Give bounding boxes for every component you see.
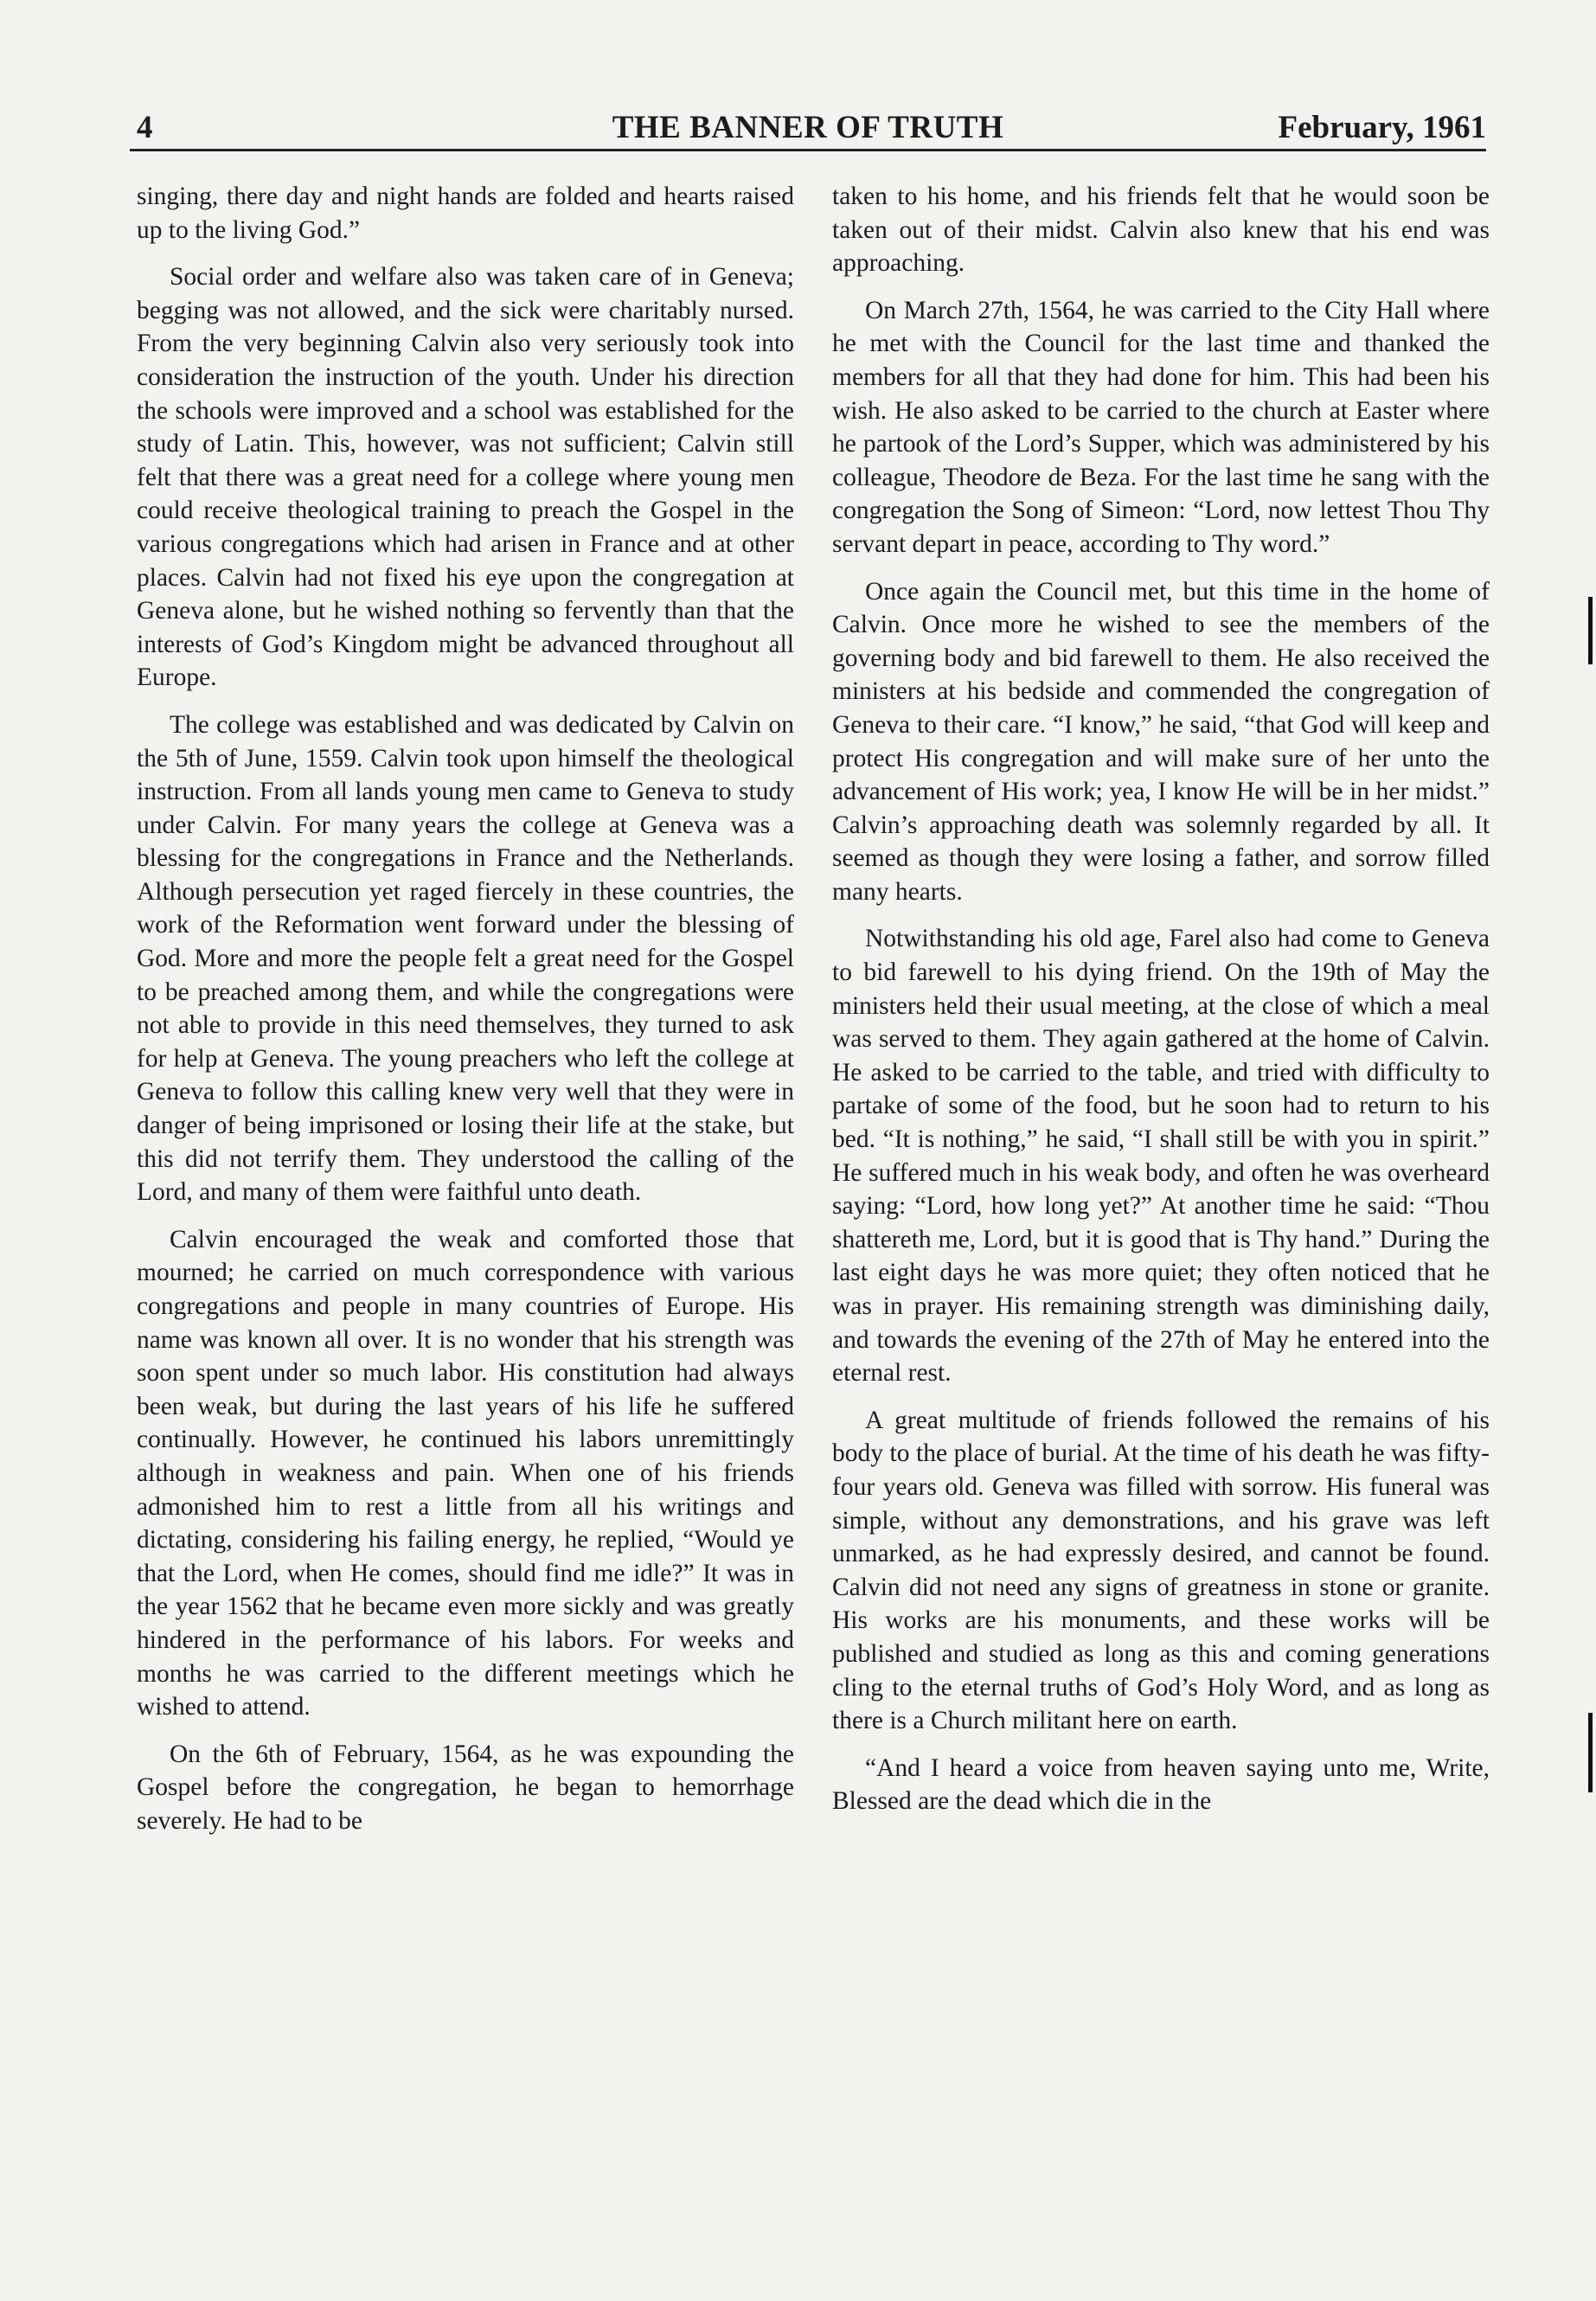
paragraph: Notwithstanding his old age, Farel also had come to Geneva to bid farewell to his dying friend. On the 19th of May the ministers held their usual meeting, at the close of which a meal was served to them. They again gathered at the home of Calvin. He asked to be carried to the table, and tried with difficulty to partake of some of the food, but he soon had to return to his bed. “It is nothing,” he said, “I shall still be with you in spirit.” He suffered much in his weak body, and often he was overheard saying: “Lord, how long yet?” At another time he said: “Thou shattereth me, Lord, but it is good that is Thy hand.” During the last eight days he was more quiet; they often noticed that he was in prayer. His remaining strength was diminishing daily, and towards the evening of the 27th of May he entered into the eternal rest. [832, 925, 1490, 1388]
paragraph: The college was established and was dedicated by Calvin on the 5th of June, 1559. Calvin took upon himself the theological instruction. From all lands young men came to Geneva to study under Calvin. For many years the college at Geneva was a blessing for the congregations in France and the Netherlands. Although persecution yet raged fiercely in these countries, the work of the Reformation went forward under the blessing of God. More and more the people felt a great need for the Gospel to be preached among them, and while the congregations were not able to provide in this need themselves, they turned to ask for help at Geneva. The young preachers who left the college at Geneva to follow this calling knew very well that they were in danger of being imprisoned or losing their life at the stake, but this did not terrify them. They understood the calling of the Lord, and many of them were faithful unto death. [137, 710, 794, 1207]
right-column [832, 180, 1490, 1832]
left-column [137, 180, 794, 1852]
paragraph: Calvin encouraged the weak and comforted those that mourned; he carried on much correspondence with various congregations and people in many countries of Europe. His name was known all over. It is no wonder that his strength was soon spent under so much labor. His constitution had always been weak, but during the last years of his life he suffered continually. However, he continued his labors unremittingly although in weakness and pain. When one of his friends admonished him to rest a little from all his writings and dictating, considering his failing energy, he replied, “Would ye that the Lord, when He comes, should find me idle?” It was in the year 1562 that he became even more sickly and was greatly hindered in the performance of his labors. For weeks and months he was carried to the different meetings which he wished to attend. [137, 1225, 794, 1721]
paragraph: On the 6th of February, 1564, as he was expounding the Gospel before the congregation, he began to hemorrhage severely. He had to be [137, 1740, 794, 1835]
paragraph: On March 27th, 1564, he was carried to the City Hall where he met with the Council for the last time and thanked the members for all that they had done for him. This had been his wish. He also asked to be carried to the church at Easter where he partook of the Lord’s Supper, which was administered by his colleague, Theodore de Beza. For the last time he sang with the congregation the Song of Simeon: “Lord, now lettest Thou Thy servant depart in peace, according to Thy word.” [832, 296, 1490, 558]
scan-edge-mark [1588, 597, 1593, 664]
scan-edge-mark [1588, 1713, 1593, 1792]
paragraph: singing, there day and night hands are folded and hearts raised up to the living God.” [137, 183, 794, 244]
paragraph: Social order and welfare also was taken care of in Geneva; begging was not allowed, and the sick were charitably nursed. From the very beginning Calvin also very seriously took into consideration the instruction of the youth. Under his direction the schools were improved and a school was established for the study of Latin. This, however, was not sufficient; Calvin still felt that there was a great need for a college where young men could receive theological training to preach the Gospel in the various congregations which had arisen in France and at other places. Calvin had not fixed his eye upon the congregation at Geneva alone, but he wished nothing so fervently than that the interests of God’s Kingdom might be advanced throughout all Europe. [137, 263, 794, 692]
paragraph: A great multitude of friends followed the remains of his body to the place of burial. At the time of his death he was fifty-four years old. Geneva was filled with sorrow. His funeral was simple, without any demonstrations, and his grave was left unmarked, as he had expressly desired, and cannot be found. Calvin did not need any signs of greatness in stone or granite. His works are his monuments, and these works will be published and studied as long as this and coming generations cling to the eternal truths of God’s Holy Word, and as long as there is a Church militant here on earth. [832, 1406, 1490, 1735]
page-number: 4 [137, 110, 153, 145]
page-header [130, 111, 1486, 151]
paragraph: “And I heard a voice from heaven saying unto me, Write, Blessed are the dead which die in the [832, 1753, 1490, 1816]
publication-title: THE BANNER OF TRUTH [612, 110, 1004, 145]
issue-date: February, 1961 [1278, 110, 1486, 145]
paragraph: Once again the Council met, but this time in the home of Calvin. Once more he wished to see the members of the governing body and bid farewell to them. He also received the ministers at his bedside and commended the congregation of Geneva to their care. “I know,” he said, “that God will keep and protect His congregation and will make sure of her unto the advancement of His work; yea, I know He will be in her midst.” Calvin’s approaching death was solemnly regarded by all. It seemed as though they were losing a father, and sorrow filled many hearts. [832, 577, 1490, 906]
paragraph: taken to his home, and his friends felt that he would soon be taken out of their midst. Calvin also knew that his end was approaching. [832, 183, 1490, 278]
